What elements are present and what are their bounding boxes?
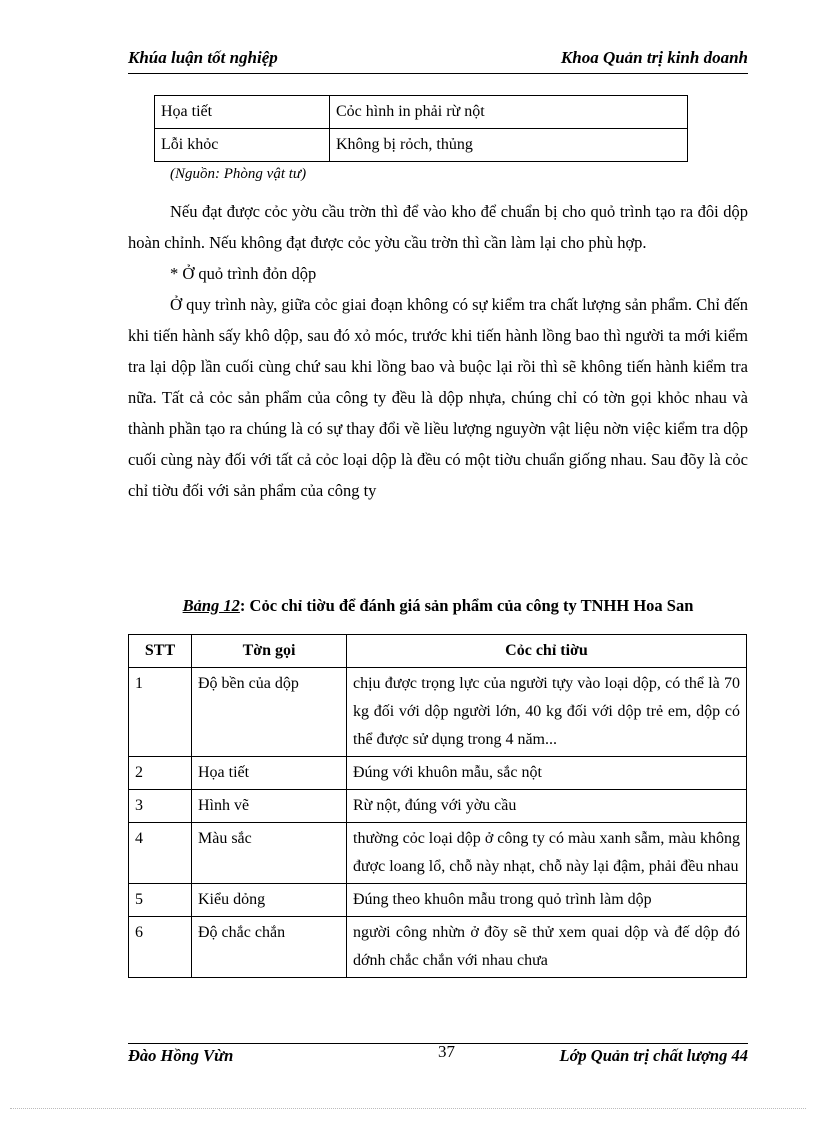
table-cell: Kiểu dỏng [192, 884, 347, 917]
paragraph: Nếu đạt được cỏc yờu cầu trờn thì để vào kho để chuẩn bị cho quỏ trình tạo ra đôi dộp hoàn chỉnh. Nếu không đạt được cỏc yờu cầu trờn thì cần làm lại cho phù hợp. [128, 202, 748, 252]
table-cell: thường cỏc loại dộp ở công ty có màu xanh sẫm, màu không được loang lổ, chỗ này nhạt, chỗ này lại đậm, phải đều nhau [347, 823, 747, 884]
header-left: Khúa luận tốt nghiệp [128, 48, 278, 67]
table-header-row [129, 635, 747, 668]
table-row [129, 668, 747, 757]
body-text [128, 196, 748, 506]
footer-author: Đào Hồng Vừn [128, 1046, 234, 1065]
page-footer [128, 1042, 748, 1068]
table-cell: 5 [129, 884, 192, 917]
header-divider [128, 73, 748, 74]
table-row [129, 884, 747, 917]
table-cell: Độ chắc chắn [192, 917, 347, 978]
paragraph: * Ở quỏ trình đỏn dộp [170, 264, 317, 283]
table-cell: 1 [129, 668, 192, 757]
table-cell: Màu sắc [192, 823, 347, 884]
table-row [129, 823, 747, 884]
table-cell: Cỏc hình in phải rừ nột [330, 96, 688, 129]
column-header-stt: STT [129, 635, 192, 668]
table-cell: chịu được trọng lực của người tựy vào loại dộp, có thể là 70 kg đối với dộp người lớn, 40 kg đối với dộp trẻ em, dộp có thể được sử dụng trong 4 năm... [347, 668, 747, 757]
table-cell: Họa tiết [155, 96, 330, 129]
footer-class: Lớp Quản trị chất lượng 44 [559, 1046, 748, 1065]
table-row [155, 129, 688, 162]
product-criteria-table [128, 634, 747, 978]
page-number: 37 [438, 1042, 455, 1061]
table-caption [128, 596, 748, 616]
table-cell: Họa tiết [192, 757, 347, 790]
table-row [155, 96, 688, 129]
table-cell: 3 [129, 790, 192, 823]
paragraph: Ở quy trình này, giữa cỏc giai đoạn không có sự kiểm tra chất lượng sản phẩm. Chỉ đến khi tiến hành sấy khô dộp, sau đó xỏ móc, trước khi tiến hành lồng bao thì người ta mới kiểm tra lại dộp lần cuối cùng chứ sau khi lồng bao và buộc lại rồi thì sẽ không tiến hành kiểm tra nữa. Tất cả cỏc sản phẩm của công ty đều là dộp nhựa, chúng chỉ có tờn gọi khỏc nhau và thành phần tạo ra chúng là có sự thay đổi về liều lượng nguyờn vật liệu nờn việc kiểm tra dộp cuối cùng này đối với tất cả cỏc loại dộp là đều có một tiờu chuẩn giống nhau. Sau đõy là cỏc chỉ tiờu đối với sản phẩm của công ty [128, 295, 748, 500]
table-cell: 4 [129, 823, 192, 884]
table-caption-text: : Cỏc chỉ tiờu để đánh giá sản phẩm của công ty TNHH Hoa San [239, 596, 694, 615]
header-right: Khoa Quản trị kinh doanh [560, 48, 748, 67]
table-cell: Rừ nột, đúng với yờu cầu [347, 790, 747, 823]
criteria-table-continued [154, 95, 688, 162]
table-cell: Độ bền của dộp [192, 668, 347, 757]
table-row [129, 757, 747, 790]
table-row [129, 917, 747, 978]
page-header [128, 48, 748, 70]
column-header-criteria: Cỏc chỉ tiờu [347, 635, 747, 668]
table-caption-label: Bảng 12 [182, 596, 240, 615]
table-cell: Hình vẽ [192, 790, 347, 823]
table-cell: 6 [129, 917, 192, 978]
table-cell: Đúng với khuôn mẫu, sắc nột [347, 757, 747, 790]
table-cell: Không bị rỏch, thủng [330, 129, 688, 162]
table-cell: 2 [129, 757, 192, 790]
column-header-name: Tờn gọi [192, 635, 347, 668]
table-cell: Lỗi khỏc [155, 129, 330, 162]
table-cell: người công nhừn ở đõy sẽ thử xem quai dộp và đế dộp đó dớnh chắc chắn với nhau chưa [347, 917, 747, 978]
table-cell: Đúng theo khuôn mẫu trong quỏ trình làm dộp [347, 884, 747, 917]
table-source-note: (Nguồn: Phòng vật tư) [170, 166, 307, 182]
table-row [129, 790, 747, 823]
page-edge-divider [10, 1108, 806, 1109]
